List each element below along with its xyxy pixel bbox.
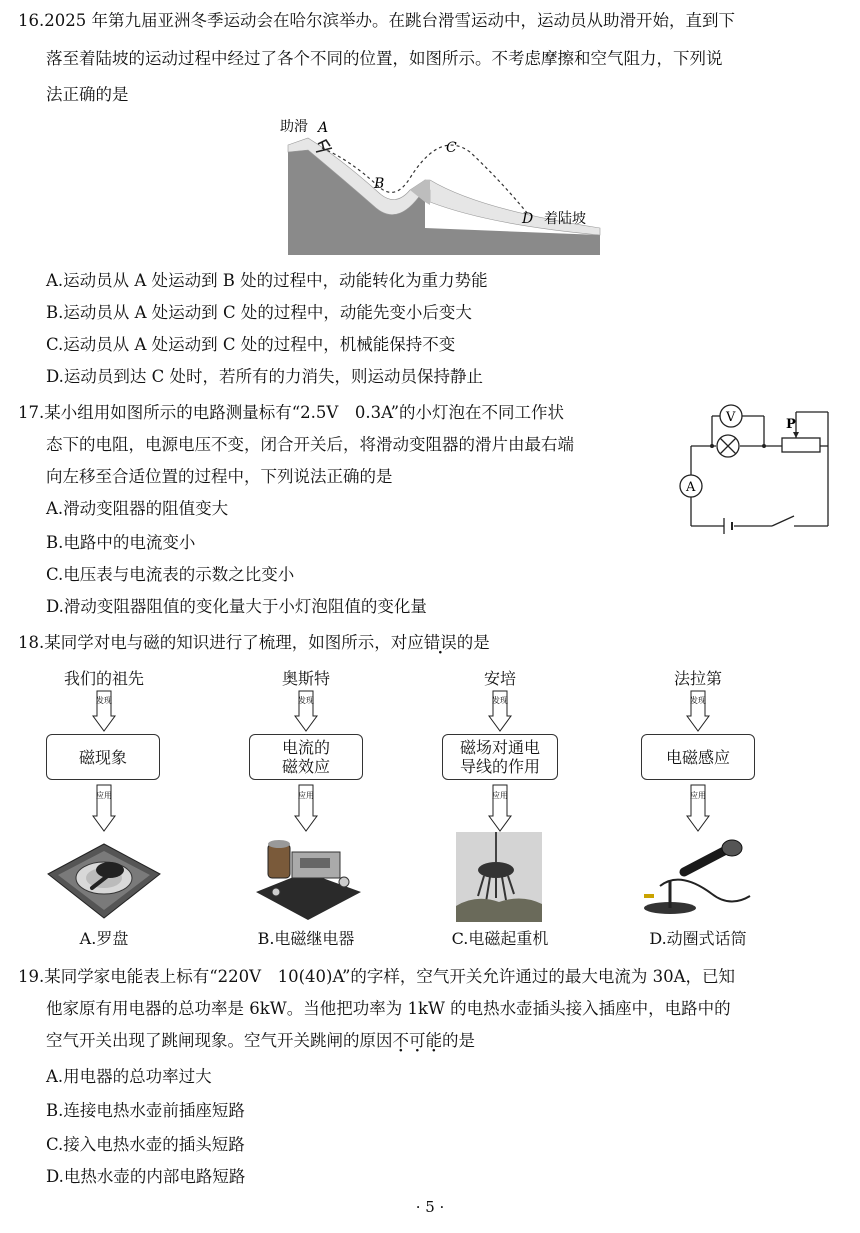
caption-relay: B.电磁继电器 [257, 929, 355, 948]
svg-text:应用: 应用 [298, 791, 314, 800]
landing-slope-label: 着陆坡 [544, 211, 586, 227]
compass-photo [44, 834, 164, 920]
q16-option-a: A.运动员从 A 处运动到 B 处的过程中，动能转化为重力势能 [46, 271, 488, 290]
q16-stem-line-1: 16.2025 年第九届亚洲冬季运动会在哈尔滨举办。在跳台滑雪运动中，运动员从助滑开始，直到下 [18, 11, 735, 30]
microphone-photo [640, 834, 760, 920]
discover-arrow-2 [294, 690, 318, 732]
person-faraday: 法拉第 [673, 669, 722, 688]
ammeter-label: A [686, 480, 696, 495]
q19-stem-line-1: 19.某同学家电能表上标有“220V 10(40)A”的字样，空气开关允许通过的最大电流为 30A，已知 [18, 967, 736, 986]
q19-option-a: A.用电器的总功率过大 [46, 1067, 212, 1086]
caption-compass: A.罗盘 [79, 929, 129, 948]
q19-emphasis: 不可能 [392, 1031, 442, 1050]
svg-text:应用: 应用 [96, 791, 112, 800]
discovery-force-on-conductor: 磁场对通电 导线的作用 [442, 734, 558, 780]
point-b-label: B [374, 176, 385, 192]
q16-option-b: B.运动员从 A 处运动到 C 处的过程中，动能先变小后变大 [46, 303, 472, 322]
page-number: · 5 · [415, 1198, 445, 1216]
apply-arrow-3 [488, 784, 512, 832]
q18-stem: 18.某同学对电与磁的知识进行了梳理，如图所示，对应错误的是 [18, 633, 490, 652]
q17-stem-line-2: 态下的电阻，电源电压不变，闭合开关后，将滑动变阻器的滑片由最右端 [46, 435, 574, 454]
q19-option-c: C.接入电热水壶的插头短路 [46, 1135, 245, 1154]
q16-stem-line-2: 落至着陆坡的运动过程中经过了各个不同的位置，如图所示。不考虑摩擦和空气阻力，下列说 [46, 49, 723, 68]
person-ampere: 安培 [483, 669, 516, 688]
caption-microphone: D.动圈式话筒 [649, 929, 747, 948]
q16-option-c: C.运动员从 A 处运动到 C 处的过程中，机械能保持不变 [46, 335, 456, 354]
q16-stem-line-3: 法正确的是 [46, 85, 129, 104]
voltmeter-label: V [726, 410, 736, 425]
q19-option-b: B.连接电热水壶前插座短路 [46, 1101, 245, 1120]
svg-text:发现: 发现 [492, 696, 508, 705]
q17-option-c: C.电压表与电流表的示数之比变小 [46, 565, 295, 584]
person-oersted: 奥斯特 [281, 669, 330, 688]
q17-option-d: D.滑动变阻器阻值的变化量大于小灯泡阻值的变化量 [46, 597, 427, 616]
q19-stem-line-3: 空气开关出现了跳闸现象。空气开关跳闸的原因不可能的是 [46, 1031, 475, 1050]
q17-option-a: A.滑动变阻器的阻值变大 [46, 499, 229, 518]
start-label: 助滑 [280, 119, 308, 135]
discover-arrow-1 [92, 690, 116, 732]
discovery-magnetism: 磁现象 [46, 734, 160, 780]
q18-emphasis: 错误 [423, 633, 457, 652]
q17-stem-line-3: 向左移至合适位置的过程中，下列说法正确的是 [46, 467, 393, 486]
svg-text:发现: 发现 [690, 696, 706, 705]
person-ancestors: 我们的祖先 [63, 669, 144, 688]
discovery-current-magnetic-effect: 电流的 磁效应 [249, 734, 363, 780]
q19-stem-line-2: 他家原有用电器的总功率是 6kW。当他把功率为 1kW 的电热水壶插头接入插座中，电路中的 [46, 999, 731, 1018]
svg-text:发现: 发现 [298, 696, 314, 705]
discovery-em-induction: 电磁感应 [641, 734, 755, 780]
point-d-label: D [522, 211, 534, 227]
discover-arrow-4 [686, 690, 710, 732]
relay-photo [246, 832, 366, 922]
caption-crane: C.电磁起重机 [451, 929, 549, 948]
svg-text:应用: 应用 [492, 791, 508, 800]
crane-photo [456, 832, 542, 922]
point-c-label: C [446, 140, 457, 156]
discover-arrow-3 [488, 690, 512, 732]
q17-option-b: B.电路中的电流变小 [46, 533, 196, 552]
point-a-label: A [318, 120, 329, 136]
ski-jump-figure [280, 110, 610, 260]
svg-text:发现: 发现 [96, 696, 112, 705]
apply-arrow-4 [686, 784, 710, 832]
apply-arrow-1 [92, 784, 116, 832]
q17-stem-line-1: 17.某小组用如图所示的电路测量标有“2.5V 0.3A”的小灯泡在不同工作状 [18, 403, 564, 422]
circuit-diagram [676, 398, 836, 548]
q19-option-d: D.电热水壶的内部电路短路 [46, 1167, 246, 1186]
slider-label: P [786, 417, 796, 432]
q16-option-d: D.运动员到达 C 处时，若所有的力消失，则运动员保持静止 [46, 367, 484, 386]
apply-arrow-2 [294, 784, 318, 832]
svg-text:应用: 应用 [690, 791, 706, 800]
